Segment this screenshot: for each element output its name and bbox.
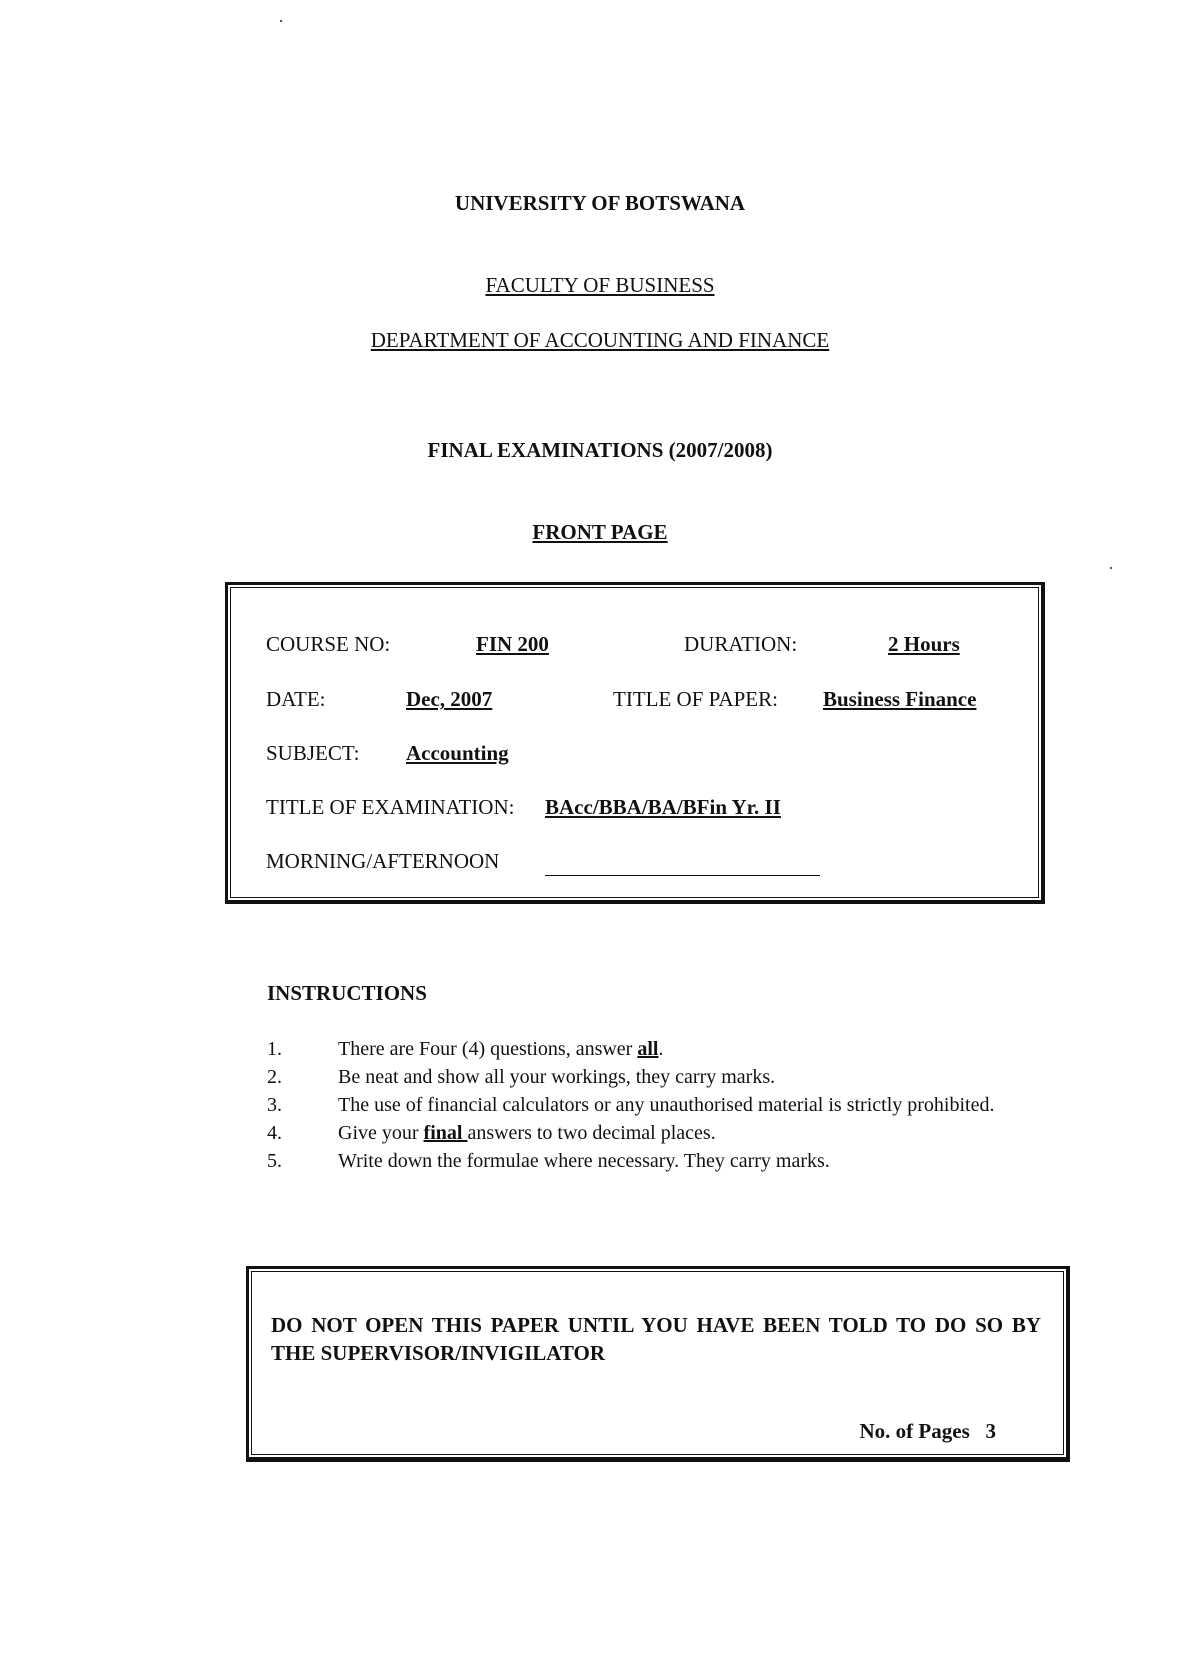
exam-title: FINAL EXAMINATIONS (2007/2008) xyxy=(427,438,773,462)
instruction-text-part: Give your xyxy=(338,1122,424,1144)
instruction-text xyxy=(338,1093,1037,1118)
session-label: MORNING/AFTERNOON xyxy=(266,849,500,873)
scan-speck xyxy=(280,20,282,22)
course-details-box xyxy=(225,582,1045,904)
university-name: UNIVERSITY OF BOTSWANA xyxy=(454,191,746,215)
instruction-text xyxy=(338,1037,1037,1062)
instruction-text xyxy=(338,1149,1037,1174)
instruction-text xyxy=(338,1121,1037,1146)
front-page-title: FRONT PAGE xyxy=(532,520,668,544)
title-of-examination-label: TITLE OF EXAMINATION: xyxy=(266,795,515,819)
instruction-text-part: answers to two decimal places. xyxy=(467,1122,716,1144)
date-value: Dec, 2007 xyxy=(406,687,493,711)
instruction-item xyxy=(267,1065,1037,1090)
instruction-item xyxy=(267,1121,1037,1146)
department-name: DEPARTMENT OF ACCOUNTING AND FINANCE xyxy=(370,328,830,352)
instruction-text-part: Be neat and show all your workings, they carry marks. xyxy=(338,1066,776,1088)
instruction-number: 2. xyxy=(267,1066,282,1088)
scan-speck xyxy=(1110,567,1112,569)
number-of-pages: No. of Pages 3 xyxy=(859,1419,996,1443)
title-of-examination-value: BAcc/BBA/BA/BFin Yr. II xyxy=(545,795,781,819)
instruction-item xyxy=(267,1093,1037,1118)
duration-value: 2 Hours xyxy=(888,632,960,656)
course-no-label: COURSE NO: xyxy=(266,632,391,656)
instruction-text-part: There are Four (4) questions, answer xyxy=(338,1038,638,1060)
date-label: DATE: xyxy=(266,687,326,711)
instruction-text xyxy=(338,1065,1037,1090)
instruction-number: 5. xyxy=(267,1150,282,1172)
instruction-item xyxy=(267,1037,1037,1062)
subject-value: Accounting xyxy=(406,741,509,765)
notice-text: DO NOT OPEN THIS PAPER UNTIL YOU HAVE BEEN TOLD TO DO SO BY THE SUPERVISOR/INVIGILATOR xyxy=(271,1313,1041,1365)
subject-label: SUBJECT: xyxy=(266,741,360,765)
instruction-number: 3. xyxy=(267,1094,282,1116)
duration-label: DURATION: xyxy=(684,632,798,656)
title-of-paper-value: Business Finance xyxy=(823,687,977,711)
instruction-emphasis: all xyxy=(637,1038,659,1060)
instruction-item xyxy=(267,1149,1037,1174)
title-of-paper-label: TITLE OF PAPER: xyxy=(613,687,778,711)
instructions-list xyxy=(267,1037,1037,1177)
course-no-value: FIN 200 xyxy=(476,632,549,656)
instruction-text-part: The use of financial calculators or any unauthorised material is strictly prohibited. xyxy=(338,1094,995,1116)
instruction-text-part: . xyxy=(658,1038,664,1060)
instruction-number: 4. xyxy=(267,1122,282,1144)
instruction-emphasis: final xyxy=(423,1122,468,1144)
instruction-number: 1. xyxy=(267,1038,282,1060)
instruction-text-part: Write down the formulae where necessary. They carry marks. xyxy=(338,1150,830,1172)
instructions-heading: INSTRUCTIONS xyxy=(267,981,427,1005)
notice-box xyxy=(246,1266,1070,1462)
faculty-name: FACULTY OF BUSINESS xyxy=(485,273,715,297)
session-blank-line xyxy=(545,875,820,876)
